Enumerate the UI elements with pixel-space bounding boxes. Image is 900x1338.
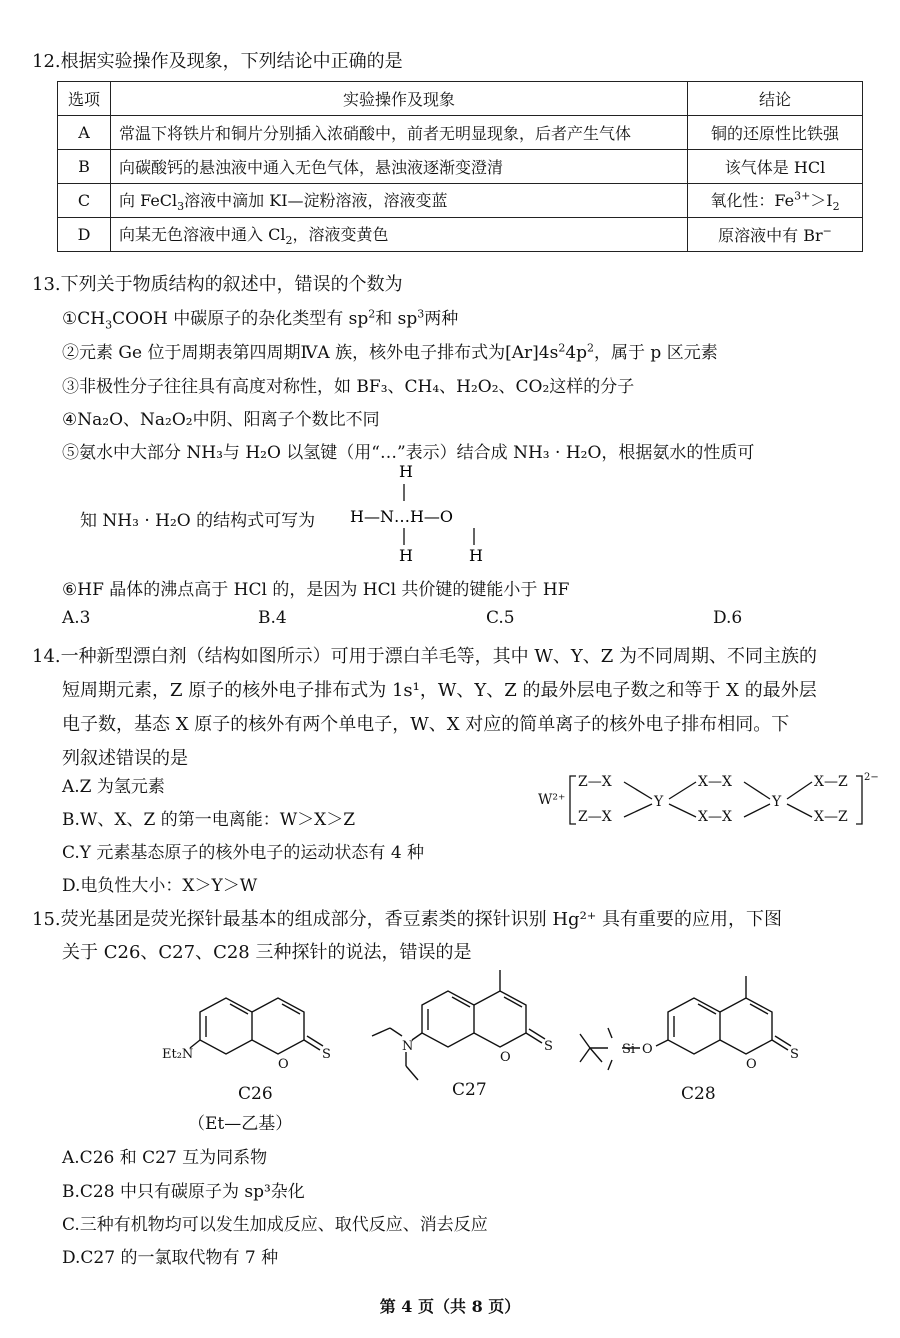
q13-statement-6: ⑥HF 晶体的沸点高于 HCl 的，是因为 HCl 共价键的键能小于 HF xyxy=(62,580,570,600)
svg-text:N: N xyxy=(402,1039,414,1054)
svg-text:H: H xyxy=(469,546,483,565)
row-option: D xyxy=(58,218,111,252)
q13-option-b: B.4 xyxy=(258,608,287,628)
q14-stem-line-3: 电子数，基态 X 原子的核外有两个单电子，W、X 对应的简单离子的核外电子排布相同。下 xyxy=(62,714,790,735)
row-conclusion: 氧化性：$Fe^{3+}>I_2$ xyxy=(688,184,863,218)
svg-text:O: O xyxy=(500,1050,511,1065)
q12-stem: 12.根据实验操作及现象，下列结论中正确的是 xyxy=(32,51,403,72)
row-option: C xyxy=(58,184,111,218)
row-conclusion: 原溶液中有 Br− xyxy=(688,218,863,252)
q15-option-b: B.C28 中只有碳原子为 sp³杂化 xyxy=(62,1182,305,1202)
q12-table xyxy=(57,81,863,252)
q13-statement-4: ④Na₂O、Na₂O₂中阴、阳离子个数比不同 xyxy=(62,410,380,430)
et-note: （Et—乙基） xyxy=(188,1114,293,1134)
svg-text:S: S xyxy=(544,1039,553,1054)
w2plus-label: W²⁺ xyxy=(538,792,566,808)
svg-text:X—X: X—X xyxy=(698,774,732,790)
col-header-option: 选项 xyxy=(58,82,111,116)
c27-structure xyxy=(372,970,545,1080)
label-c26: C26 xyxy=(238,1084,273,1104)
q15-option-a: A.C26 和 C27 互为同系物 xyxy=(62,1148,268,1168)
q13-statement-1: $①CH_3COOH$ 中碳原子的杂化类型有 $sp^2$和 $sp^3$两种 xyxy=(62,307,459,332)
q13-option-d: D.6 xyxy=(713,608,743,628)
table-row xyxy=(58,184,863,218)
table-header-row xyxy=(58,82,863,116)
q13-statement-5-cont: 知 NH₃ · H₂O 的结构式可写为 xyxy=(80,511,316,531)
svg-text:H: H xyxy=(399,462,413,481)
c28-structure xyxy=(580,976,791,1070)
c26-structure xyxy=(190,998,323,1054)
svg-text:H: H xyxy=(399,546,413,565)
svg-text:X—Z: X—Z xyxy=(814,774,848,790)
q15-stem-line-2: 关于 C26、C27、C28 三种探针的说法，错误的是 xyxy=(62,942,472,963)
q13-statement-5: ⑤氨水中大部分 NH₃与 H₂O 以氢键（用“…”表示）结合成 NH₃ · H₂O，根据氨水的性质可 xyxy=(62,443,755,463)
table-row xyxy=(58,218,863,252)
q14-option-d: D.电负性大小：X＞Y＞W xyxy=(62,876,258,896)
q14-stem-line-2: 短周期元素，Z 原子的核外电子排布式为 1s¹，W、Y、Z 的最外层电子数之和等于 X 的最外层 xyxy=(62,680,817,701)
svg-text:Z—X: Z—X xyxy=(578,774,612,790)
col-header-operation: 实验操作及现象 xyxy=(111,82,688,116)
q14-option-b: B.W、X、Z 的第一电离能：W＞X＞Z xyxy=(62,810,356,830)
table-row xyxy=(58,116,863,150)
et2n-label: Et₂N xyxy=(162,1047,194,1062)
table-row xyxy=(58,150,863,184)
q15-stem-line-1: 15.荧光基团是荧光探针最基本的组成部分，香豆素类的探针识别 Hg²⁺ 具有重要的应用，下图 xyxy=(32,909,783,930)
row-operation: 向碳酸钙的悬浊液中通入无色气体，悬浊液逐渐变澄清 xyxy=(111,150,688,184)
svg-text:Si: Si xyxy=(622,1042,636,1057)
svg-text:O: O xyxy=(642,1042,653,1057)
svg-text:S: S xyxy=(322,1047,331,1062)
svg-text:O: O xyxy=(746,1057,757,1072)
bleach-structure-diagram xyxy=(538,768,883,833)
svg-text:X—Z: X—Z xyxy=(814,809,848,825)
q15-option-c: C.三种有机物均可以发生加成反应、取代反应、消去反应 xyxy=(62,1215,488,1235)
label-c28: C28 xyxy=(681,1084,716,1104)
svg-text:Z—X: Z—X xyxy=(578,809,612,825)
svg-text:O: O xyxy=(278,1057,289,1072)
structure-formula-text: H—N…H—O xyxy=(350,507,454,526)
row-operation: 向 FeCl$_3$溶液中滴加 KI—淀粉溶液，溶液变蓝 xyxy=(111,184,688,218)
svg-text:Y: Y xyxy=(654,794,664,810)
label-c27: C27 xyxy=(452,1080,487,1100)
svg-text:Y: Y xyxy=(772,794,782,810)
q14-option-a: A.Z 为氢元素 xyxy=(62,777,165,797)
col-header-conclusion: 结论 xyxy=(688,82,863,116)
svg-text:S: S xyxy=(790,1047,799,1062)
q13-option-a: A.3 xyxy=(62,608,91,628)
nh3-h2o-structure xyxy=(350,462,520,572)
row-operation: 常温下将铁片和铜片分别插入浓硝酸中，前者无明显现象，后者产生气体 xyxy=(111,116,688,150)
row-conclusion: 该气体是 HCl xyxy=(688,150,863,184)
row-option: A xyxy=(58,116,111,150)
row-option: B xyxy=(58,150,111,184)
svg-text:X—X: X—X xyxy=(698,809,732,825)
page-footer: 第 4 页（共 8 页） xyxy=(379,1297,521,1316)
q14-option-c: C.Y 元素基态原子的核外电子的运动状态有 4 种 xyxy=(62,843,425,863)
q15-option-d: D.C27 的一氯取代物有 7 种 xyxy=(62,1248,279,1268)
charge-label: 2− xyxy=(864,772,879,783)
row-operation: 向某无色溶液中通入 $Cl_2$，溶液变黄色 xyxy=(111,218,688,252)
q13-stem: 13.下列关于物质结构的叙述中，错误的个数为 xyxy=(32,274,403,295)
q13-statement-2: ②元素 Ge 位于周期表第四周期ⅣA 族，核外电子排布式为$[Ar]4s^24p^2$，属于 p 区元素 xyxy=(62,341,718,363)
q13-option-c: C.5 xyxy=(486,608,515,628)
q14-stem-line-4: 列叙述错误的是 xyxy=(62,748,188,769)
q13-statement-3: ③非极性分子往往具有高度对称性，如 BF₃、CH₄、H₂O₂、CO₂这样的分子 xyxy=(62,377,635,397)
q14-stem-line-1: 14.一种新型漂白剂（结构如图所示）可用于漂白羊毛等，其中 W、Y、Z 为不同周期、不同主族的 xyxy=(32,646,817,667)
row-conclusion: 铜的还原性比铁强 xyxy=(688,116,863,150)
